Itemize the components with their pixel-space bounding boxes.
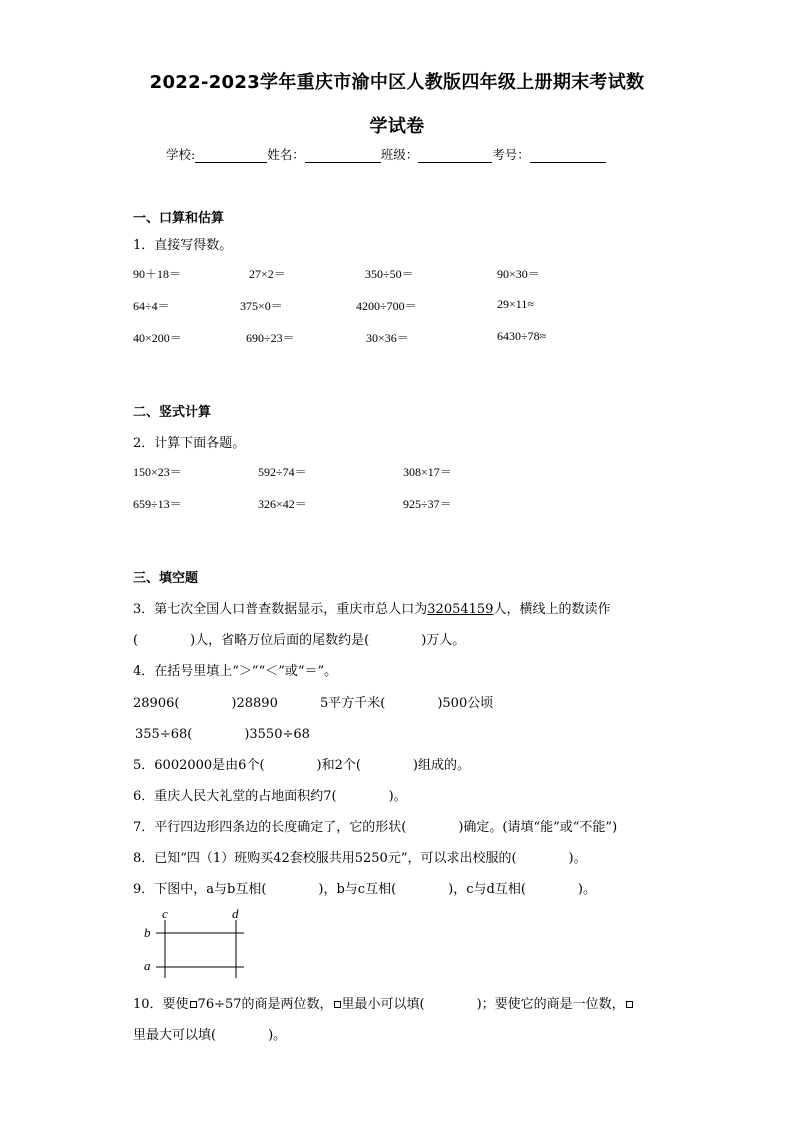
- calc-item: 4200÷700＝: [356, 299, 417, 313]
- blank-box-icon: [626, 1001, 633, 1008]
- number-field[interactable]: [530, 149, 606, 163]
- calc-item: 659÷13＝: [133, 497, 182, 511]
- calc-item: 350÷50＝: [365, 267, 414, 281]
- question-4: 4．在括号里填上“＞”“＜”或“＝”。: [133, 664, 338, 679]
- calc-item: 326×42＝: [258, 497, 307, 511]
- section-1-heading: 一、口算和估算: [133, 211, 225, 226]
- name-label: 姓名：: [267, 147, 305, 162]
- school-label: 学校:: [166, 147, 196, 162]
- label-d: d: [232, 906, 239, 921]
- question-5: 5．6002000是由6个( )和2个( )组成的。: [133, 758, 470, 773]
- question-10: [133, 993, 634, 1012]
- school-field[interactable]: [195, 149, 267, 163]
- question-3: [133, 598, 610, 617]
- question-10-text-c: 里最小可以填( )；要使它的商是一位数，: [341, 997, 625, 1012]
- student-info-line: [166, 145, 606, 163]
- question-4-item-b: 5平方千米( )500公顷: [320, 696, 494, 711]
- calc-item: 90＋18＝: [133, 267, 182, 281]
- calc-item: 6430÷78≈: [497, 329, 547, 343]
- question-4-item-a: 28906( )28890: [133, 696, 278, 711]
- blank-box-icon: [334, 1001, 341, 1008]
- calc-item: 925÷37＝: [403, 497, 452, 511]
- question-3-text-b: 人，横线上的数读作: [493, 602, 611, 617]
- calc-item: 150×23＝: [133, 465, 182, 479]
- page-title-line1: 2022-2023学年重庆市渝中区人教版四年级上册期末考试数: [149, 72, 645, 93]
- name-field[interactable]: [305, 149, 381, 163]
- question-4-item-c: 355÷68( )3550÷68: [135, 727, 310, 742]
- lines-diagram: [140, 906, 260, 982]
- question-10-text-a: 10．要使: [133, 997, 189, 1012]
- calc-item: 308×17＝: [403, 465, 452, 479]
- question-7: 7．平行四边形四条边的长度确定了，它的形状( )确定。(请填“能”或“不能”): [133, 820, 618, 835]
- calc-item: 29×11≈: [497, 297, 534, 311]
- question-8: 8．已知“四（1）班购买42套校服共用5250元”，可以求出校服的( )。: [133, 851, 587, 866]
- question-10-line2: 里最大可以填( )。: [133, 1028, 287, 1043]
- page-title-line2: 学试卷: [369, 116, 425, 137]
- question-3-text-a: 3．第七次全国人口普查数据显示，重庆市总人口为: [133, 602, 428, 617]
- calc-item: 690÷23＝: [246, 331, 295, 345]
- calc-item: 27×2＝: [249, 267, 286, 281]
- blank-box-icon: [190, 1001, 197, 1008]
- calc-item: 30×36＝: [366, 331, 409, 345]
- question-3-line2: ( )人，省略万位后面的尾数约是( )万人。: [133, 633, 466, 648]
- question-1: 1．直接写得数。: [133, 238, 233, 253]
- question-6: 6．重庆人民大礼堂的占地面积约7( )。: [133, 789, 407, 804]
- calc-item: 592÷74＝: [258, 465, 307, 479]
- calc-item: 64÷4＝: [133, 299, 170, 313]
- label-c: c: [162, 906, 168, 921]
- calc-item: 90×30＝: [497, 267, 540, 281]
- calc-item: 375×0＝: [240, 299, 283, 313]
- class-label: 班级：: [380, 147, 419, 162]
- question-2: 2．计算下面各题。: [133, 436, 246, 451]
- population-number: 32054159: [427, 602, 494, 617]
- section-2-heading: 二、竖式计算: [133, 405, 212, 420]
- calc-item: 40×200＝: [133, 331, 182, 345]
- number-label: 考号：: [492, 147, 530, 162]
- label-b: b: [144, 925, 151, 940]
- question-10-text-b: 76÷57的商是两位数，: [197, 997, 333, 1012]
- class-field[interactable]: [418, 149, 492, 163]
- question-9: 9．下图中，a与b互相( )，b与c互相( )，c与d互相( )。: [133, 882, 596, 897]
- label-a: a: [144, 958, 151, 973]
- section-3-heading: 三、填空题: [133, 571, 199, 586]
